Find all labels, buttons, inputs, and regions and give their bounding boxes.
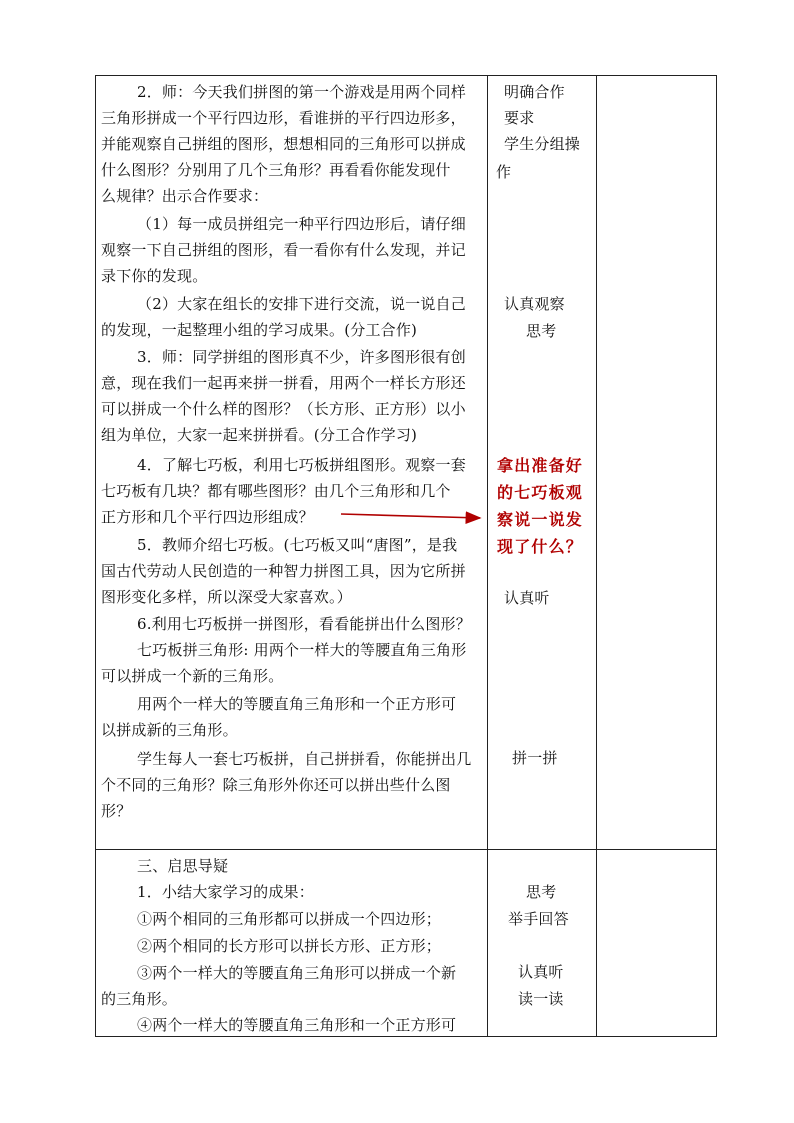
section1-notes-cell — [597, 76, 716, 849]
text-line: 拼一拼 — [512, 749, 558, 767]
text-line: 什么图形？分别用了几个三角形？再看看你能发现什 — [101, 161, 451, 179]
text-line: 的三角形。 — [101, 990, 178, 1008]
highlight-text: 拿出准备好 — [497, 456, 584, 475]
text-line: 4．了解七巧板，利用七巧板拼组图形。观察一套 — [137, 456, 466, 474]
text-line: ②两个相同的长方形可以拼长方形、正方形； — [137, 937, 442, 955]
text-line: 用两个一样大的等腰直角三角形和一个正方形可 — [137, 695, 457, 713]
text-line: 3．师：同学拼组的图形真不少，许多图形很有创 — [137, 348, 466, 366]
text-line: 思考 — [526, 883, 557, 901]
text-line: 么规律？出示合作要求： — [101, 187, 269, 205]
text-line: 七巧板拼三角形: 用两个一样大的等腰直角三角形 — [137, 641, 467, 659]
text-line: （1）每一成员拼组完一种平行四边形后，请仔细 — [137, 215, 466, 233]
text-line: 学生分组操 — [504, 135, 581, 153]
text-line: 作 — [496, 163, 512, 181]
section2-notes-cell — [597, 850, 716, 1036]
text-line: 意，现在我们一起再来拼一拼看，用两个一样长方形还 — [101, 374, 466, 392]
text-line: ③两个一样大的等腰直角三角形可以拼成一个新 — [137, 964, 457, 982]
text-line: 可以拼成一个新的三角形。 — [101, 667, 284, 685]
text-line: 认真听 — [504, 589, 550, 607]
text-line: ④两个一样大的等腰直角三角形和一个正方形可 — [137, 1016, 457, 1034]
text-line: （2）大家在组长的安排下进行交流，说一说自己 — [137, 295, 466, 313]
section-heading: 三、启思导疑 — [137, 857, 229, 875]
text-line: 认真听 — [518, 963, 564, 981]
text-line: 并能观察自己拼组的图形，想想相同的三角形可以拼成 — [101, 135, 466, 153]
text-line: 国古代劳动人民创造的一种智力拼图工具，因为它所拼 — [101, 562, 466, 580]
text-line: 6.利用七巧板拼一拼图形，看看能拼出什么图形？ — [137, 615, 471, 633]
text-line: 2．师：今天我们拼图的第一个游戏是用两个同样 — [137, 83, 466, 101]
text-line: 要求 — [504, 109, 535, 127]
text-line: 可以拼成一个什么样的图形？（长方形、正方形）以小 — [101, 400, 466, 418]
highlight-text: 察说一说发 — [497, 510, 584, 529]
text-line: 的发现，一起整理小组的学习成果。(分工合作) — [101, 321, 418, 339]
text-line: 七巧板有几块？都有哪些图形？由几个三角形和几个 — [101, 482, 451, 500]
text-line: 以拼成新的三角形。 — [101, 721, 238, 739]
text-line: 明确合作 — [504, 83, 565, 101]
section2-student-cell — [488, 850, 596, 1036]
text-line: 正方形和几个平行四边形组成？ — [101, 508, 314, 526]
text-line: 读一读 — [518, 990, 564, 1008]
highlight-text: 的七巧板观 — [497, 483, 584, 502]
text-line: 举手回答 — [508, 910, 569, 928]
text-line: ①两个相同的三角形都可以拼成一个四边形； — [137, 910, 442, 928]
text-line: 认真观察 — [504, 295, 565, 313]
section2-teacher-cell — [96, 850, 487, 1036]
highlight-text: 现了什么？ — [497, 537, 584, 556]
text-line: 1．小结大家学习的成果： — [137, 883, 314, 901]
text-line: 形？ — [101, 802, 132, 820]
text-line: 图形变化多样，所以深受大家喜欢。） — [101, 588, 352, 606]
section1-student-cell — [488, 76, 596, 849]
text-line: 三角形拼成一个平行四边形，看谁拼的平行四边形多， — [101, 109, 466, 127]
text-line: 组为单位，大家一起来拼拼看。(分工合作学习) — [101, 426, 418, 444]
text-line: 5．教师介绍七巧板。(七巧板又叫“唐图”，是我 — [137, 536, 458, 554]
text-line: 学生每人一套七巧板拼，自己拼拼看，你能拼出几 — [137, 750, 472, 768]
text-line: 观察一下自己拼组的图形，看一看你有什么发现，并记 — [101, 241, 466, 259]
text-line: 思考 — [526, 322, 557, 340]
text-line: 个不同的三角形？除三角形外你还可以拼出些什么图 — [101, 776, 451, 794]
text-line: 录下你的发现。 — [101, 267, 208, 285]
